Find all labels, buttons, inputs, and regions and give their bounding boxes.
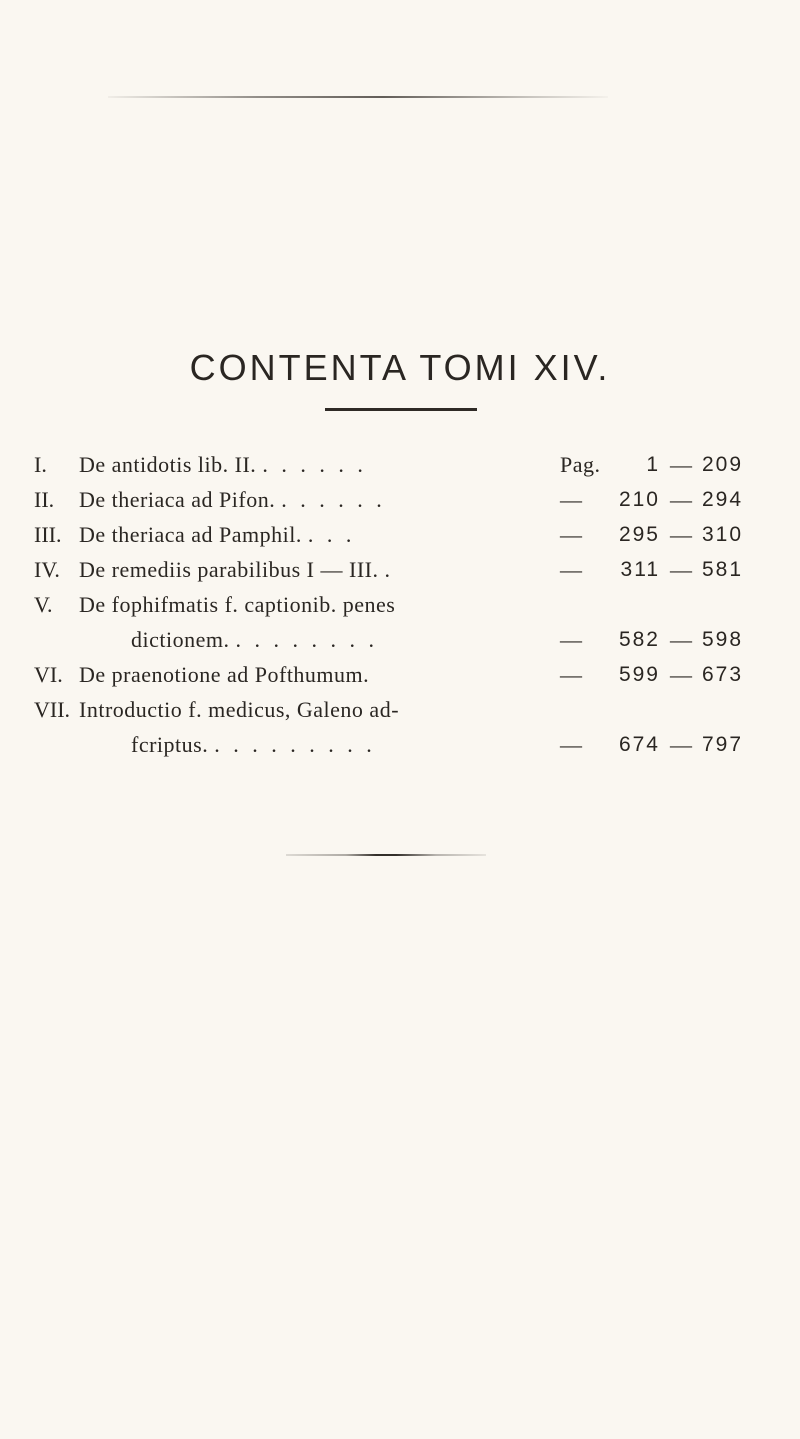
toc-leader-dots: . . . . . . . . (235, 627, 378, 652)
toc-title: Introductio f. medicus, Galeno ad- (79, 697, 400, 722)
toc-title: De theriaca ad Pifon. (79, 487, 276, 512)
toc-title: De remediis parabilibus I — III. (79, 557, 379, 582)
toc-row (34, 622, 754, 657)
toc-leader-dots: . . . . . . (281, 487, 386, 512)
toc-row (34, 552, 754, 587)
page-from: 295 (618, 523, 660, 546)
page-to: 797 (702, 733, 744, 756)
page-to: 581 (702, 558, 744, 581)
toc-title: dictionem. (131, 627, 230, 652)
ditto-dash: — (560, 522, 582, 547)
toc-title: De fophifmatis f. captionib. penes (79, 592, 396, 617)
toc-row (34, 657, 754, 692)
toc-title: fcriptus. (131, 732, 209, 757)
page-from: 311 (620, 558, 660, 581)
page-from: 674 (618, 733, 660, 756)
ditto-dash: — (560, 557, 582, 582)
page-to: 673 (702, 663, 744, 686)
toc-title: De antidotis lib. II. (79, 452, 257, 477)
toc-row (34, 587, 754, 622)
toc-leader-dots: . . . . . . . . . (214, 732, 376, 757)
range-dash: — (670, 662, 692, 687)
ditto-dash: — (560, 487, 582, 512)
toc-number: VI. (34, 662, 63, 687)
page-to: 209 (702, 453, 744, 476)
toc-leader-dots: . . . (307, 522, 356, 547)
toc-row (34, 727, 754, 762)
range-dash: — (670, 452, 692, 477)
pag-label: Pag. (560, 452, 601, 477)
ditto-dash: — (560, 732, 582, 757)
range-dash: — (670, 557, 692, 582)
page-to: 598 (702, 628, 744, 651)
page-title: CONTENTA TOMI XIV. (189, 347, 611, 389)
toc-number: VII. (34, 697, 71, 722)
title-rule (325, 408, 477, 411)
page-to: 310 (702, 523, 744, 546)
toc-number: II. (34, 487, 55, 512)
page-to: 294 (702, 488, 744, 511)
page-from: 1 (646, 453, 660, 476)
page-from: 599 (618, 663, 660, 686)
toc-row (34, 692, 754, 727)
page-from: 582 (618, 628, 660, 651)
toc-number: III. (34, 522, 62, 547)
toc-title: De praenotione ad Pofthumum. (79, 662, 370, 687)
top-rule (108, 96, 608, 98)
range-dash: — (670, 732, 692, 757)
toc-leader-dots: . . . . . . (262, 452, 367, 477)
range-dash: — (670, 487, 692, 512)
ditto-dash: — (560, 662, 582, 687)
toc-row (34, 517, 754, 552)
toc-leader-dots: . (384, 557, 394, 582)
range-dash: — (670, 627, 692, 652)
toc-row (34, 447, 754, 482)
toc-number: V. (34, 592, 53, 617)
bottom-rule (286, 854, 486, 856)
toc-number: I. (34, 452, 47, 477)
table-of-contents (34, 447, 754, 762)
toc-row (34, 482, 754, 517)
toc-number: IV. (34, 557, 60, 582)
page-from: 210 (618, 488, 660, 511)
range-dash: — (670, 522, 692, 547)
ditto-dash: — (560, 627, 582, 652)
toc-title: De theriaca ad Pamphil. (79, 522, 302, 547)
